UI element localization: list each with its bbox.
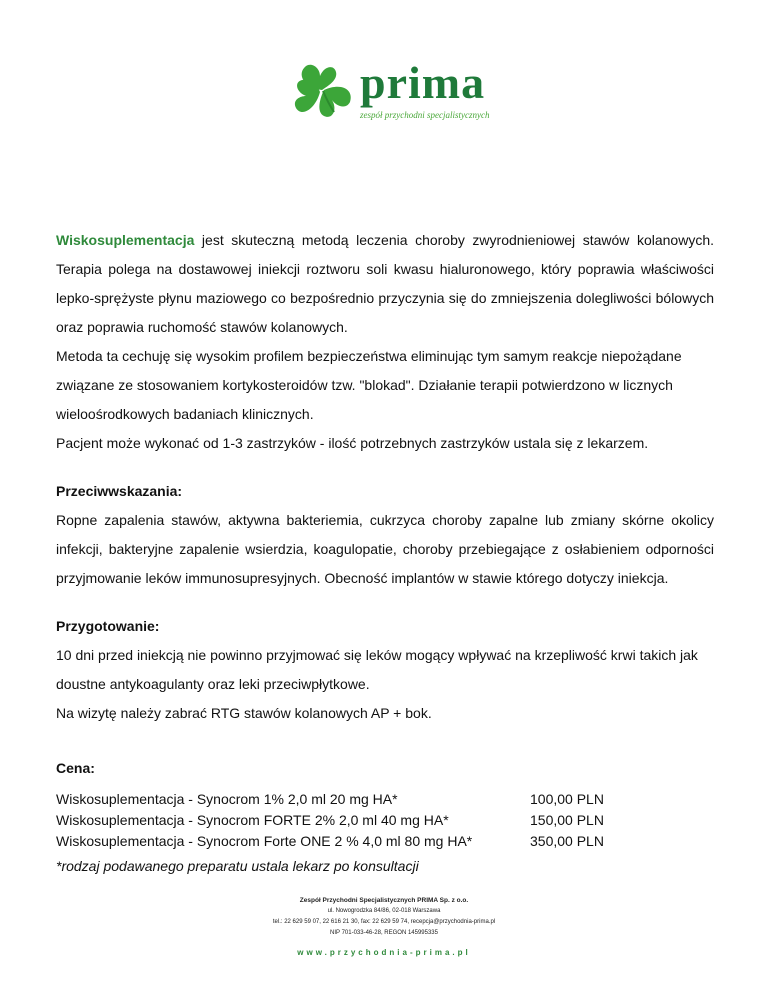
price-note: *rodzaj podawanego preparatu ustala lekarz po konsultacji [56,858,419,874]
price-heading: Cena: [56,760,95,776]
price-item-name: Wiskosuplementacja - Synocrom 1% 2,0 ml 20 mg HA* [56,791,398,807]
intro-text: jest skuteczną metodą leczenia choroby zwyrodnieniowej stawów kolanowych. Terapia polega na dostawowej iniekcji roztworu soli kwasu hialuronowego, który poprawia właściwości lepko-sprężyste płynu maziowego co bezpośrednio przyczynia się do zmniejszenia dolegliwości bólowych oraz poprawia ruchomość stawów kolanowych. [56,232,714,335]
price-row [56,789,714,810]
price-item-name: Wiskosuplementacja - Synocrom Forte ONE 2 % 4,0 ml 80 mg HA* [56,833,473,849]
footer-company: Zespół Przychodni Specjalistycznych PRIMA Sp. z o.o. [299,897,469,904]
price-item-value: 150,00 PLN [530,812,604,828]
preparation-text-1: 10 dni przed iniekcją nie powinno przyjmować się leków mogący wpływać na krzepliwość krwi takich jak doustne antykoagulanty oraz leki przeciwpłytkowe. [56,647,698,692]
brand-name: prima [360,57,486,108]
intro-highlight: Wiskosuplementacja [56,232,195,248]
price-row [56,831,714,852]
prima-logo [290,58,510,128]
footer-address: ul. Nowogrodzka 84/86, 02-018 Warszawa [327,908,441,914]
preparation-heading: Przygotowanie: [56,618,160,634]
contraindications-text: Ropne zapalenia stawów, aktywna bakteriemia, cukrzyca choroby zapalne lub zmiany skórne okolicy infekcji, bakteryjne zapalenie wsierdzia, koagulopatie, choroby przebiegające z osłabieniem odporności przyjmowanie leków immunosupresyjnych. Obecność implantów w stawie którego dotyczy iniekcja. [56,512,714,586]
footer-website-link[interactable]: www.przychodnia-prima.pl [297,948,471,957]
price-item-value: 350,00 PLN [530,833,604,849]
clover-leaf-icon [290,58,358,126]
price-list [56,789,714,852]
price-row [56,810,714,831]
intro-paragraph [56,226,714,342]
contraindications-heading: Przeciwwskazania: [56,483,183,499]
brand-tagline: zespół przychodni specjalistycznych [360,110,490,120]
footer-contact: tel.: 22 629 59 07, 22 616 21 30, fax: 22 629 59 74, recepcja@przychodnia-prima.pl [272,919,496,925]
footer [0,895,768,958]
intro-paragraph-3: Pacjent może wykonać od 1-3 zastrzyków - ilość potrzebnych zastrzyków ustala się z lekarzem. [56,435,649,451]
price-item-value: 100,00 PLN [530,791,604,807]
intro-paragraph-2: Metoda ta cechuję się wysokim profilem bezpieczeństwa eliminując tym samym reakcje niepożądane związane ze stosowaniem kortykosteroidów tzw. "blokad". Działanie terapii potwierdzono w licznych wieloośrodkowych badaniach klinicznych. [56,348,682,422]
footer-ids: NIP 701-033-46-28, REGON 145995335 [330,930,438,936]
preparation-text-2: Na wizytę należy zabrać RTG stawów kolanowych AP + bok. [56,705,432,721]
price-item-name: Wiskosuplementacja - Synocrom FORTE 2% 2,0 ml 40 mg HA* [56,812,449,828]
main-content [56,226,714,881]
